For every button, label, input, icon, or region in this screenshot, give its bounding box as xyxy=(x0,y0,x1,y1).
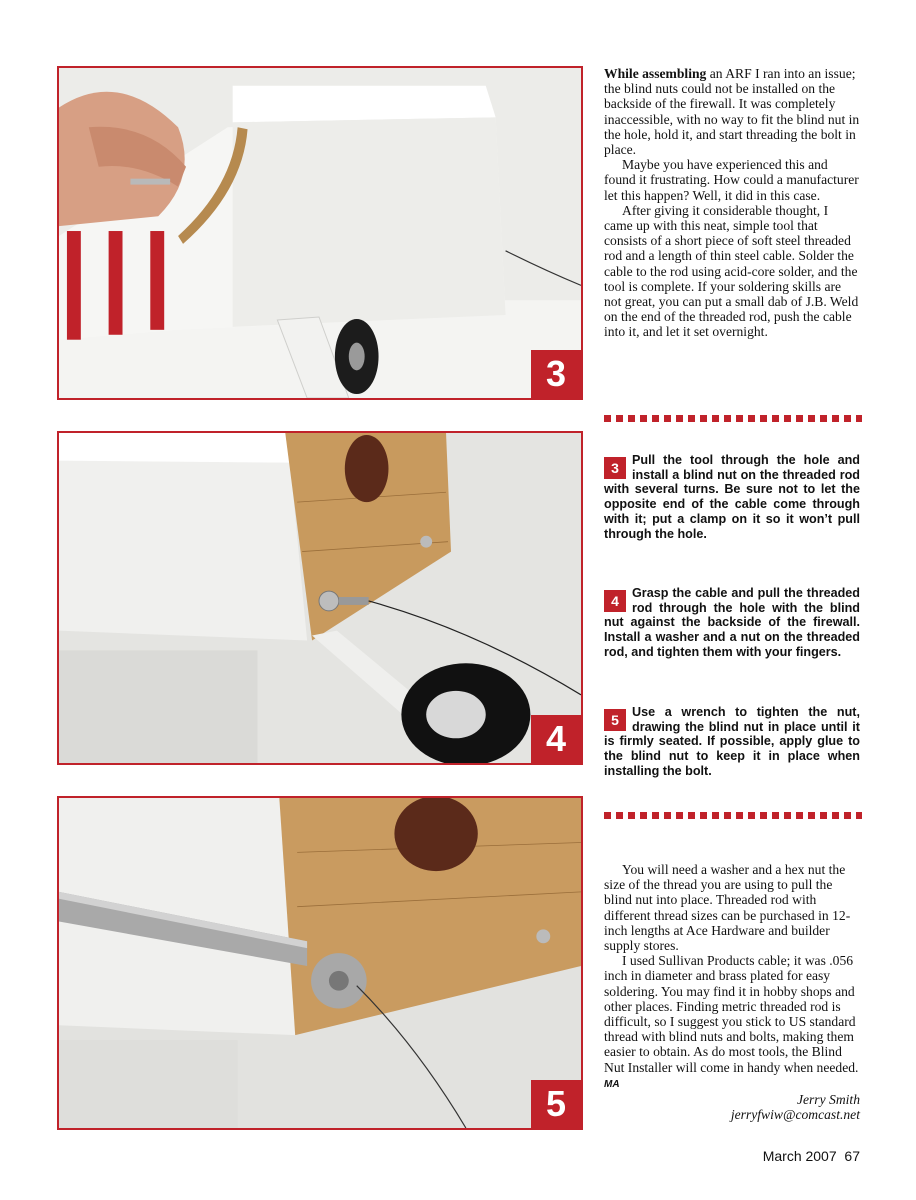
photo-3-badge: 3 xyxy=(531,350,581,398)
issue-date: March 2007 xyxy=(762,1148,837,1164)
end-mark: MA xyxy=(604,1078,620,1090)
author-name: Jerry Smith xyxy=(796,1092,860,1108)
photo-3 xyxy=(57,66,583,400)
intro-paragraph-1-rest: an ARF I ran into an issue; the blind nuts could not be installed on the backside of the firewall. It was completely inaccessible, with no way to fit the blind nut in the hole, hold it, and start threading the bolt in place. xyxy=(604,66,860,158)
step-5 xyxy=(604,705,860,779)
photo-4 xyxy=(57,431,583,765)
intro-paragraph-3: After giving it considerable thought, I came up with this neat, simple tool that consists of a short piece of soft steel threaded rod and a length of thin steel cable. Solder the cable to the rod using acid-core solder, and the tool is complete. If your soldering skills are not great, you can put a small dab of J.B. Weld on the end of the threaded rod, push the cable into it, and let it set overnight. xyxy=(604,202,859,340)
step-3-number: 3 xyxy=(604,457,626,479)
step-5-number: 5 xyxy=(604,709,626,731)
page-footer xyxy=(763,1148,860,1164)
photo-4-illustration xyxy=(59,433,581,763)
step-5-text: Use a wrench to tighten the nut, drawing the blind nut in place until it is firmly seated. If possible, apply glue to the blind nut to keep it in place when installing the bolt. xyxy=(604,705,860,778)
intro-lead: While assembling xyxy=(604,66,707,81)
photo-5 xyxy=(57,796,583,1130)
closing-paragraph-1: You will need a washer and a hex nut the size of the thread you are using to pull the blind nut into place. Threaded rod with different thread sizes can be purchased in 12-inch lengths at Ace Hardware and builder supply stores. xyxy=(604,862,851,954)
step-4 xyxy=(604,586,860,660)
page-number: 67 xyxy=(844,1148,860,1164)
photo-3-illustration xyxy=(59,68,581,398)
closing-paragraph-2: I used Sullivan Products cable; it was .056 inch in diameter and brass plated for easy soldering. You may find it in hobby shops and other places. Finding metric threaded rod is difficult, so I suggest you stick to US standard thread with blind nuts and bolts, making them easier to obtain. As do most tools, the Blind Nut Installer will come in handy when needed. MA xyxy=(604,953,859,1090)
photo-4-badge: 4 xyxy=(531,715,581,763)
closing-text xyxy=(604,862,860,1122)
photo-5-illustration xyxy=(59,798,581,1128)
dotted-divider-2 xyxy=(604,812,862,819)
intro-text xyxy=(604,66,860,340)
dotted-divider-1 xyxy=(604,415,862,422)
photo-5-badge: 5 xyxy=(531,1080,581,1128)
intro-paragraph-1 xyxy=(604,66,860,157)
step-4-number: 4 xyxy=(604,590,626,612)
step-4-text: Grasp the cable and pull the threaded rod through the hole with the blind nut against the backside of the firewall. Install a washer and a nut on the threaded rod, and tighten them with your fingers. xyxy=(604,586,860,659)
author-email: jerryfwiw@comcast.net xyxy=(730,1107,860,1123)
step-3 xyxy=(604,453,860,541)
intro-paragraph-2: Maybe you have experienced this and found it frustrating. How could a manufacturer let this happen? Well, it did in this case. xyxy=(604,157,859,203)
step-3-text: Pull the tool through the hole and install a blind nut on the threaded rod with several turns. Be sure not to let the opposite end of the cable come through with it; put a clamp on it so it won’t pull through the hole. xyxy=(604,453,860,541)
